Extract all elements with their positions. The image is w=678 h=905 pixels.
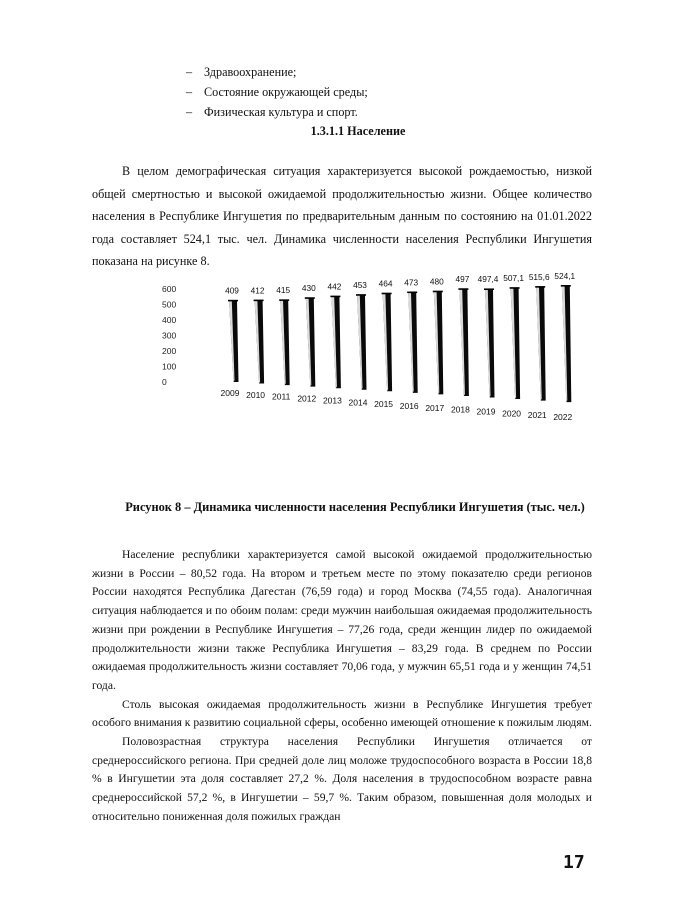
- data-label: 524,1: [554, 270, 576, 281]
- x-tick-label: 2016: [399, 400, 419, 411]
- x-tick-label: 2015: [374, 399, 394, 410]
- x-tick-label: 2013: [322, 395, 342, 406]
- intro-paragraph: В целом демографическая ситуация характеризуется высокой рождаемостью, низкой общей смертностью и высокой ожидаемой продолжительностью жизни. Общее количество населения в Республике Ингушетия по предварительным данным по состоянию на 01.01.2022 года составляет 524,1 тыс. чел. Динамика численности населения Республики Ингушетия показана на рисунке 8.: [92, 164, 592, 268]
- data-label: 480: [429, 276, 444, 287]
- y-tick-label: 0: [162, 377, 167, 387]
- paragraph-social-sphere: Столь высокая ожидаемая продолжительность жизни в Республике Ингушетия требует особого внимания к развитию социальной сферы, особенно имеющей отношение к пожилым людям.: [92, 697, 592, 730]
- bullet-list: [186, 62, 368, 122]
- x-tick-label: 2020: [502, 408, 522, 419]
- y-tick-label: 400: [162, 315, 177, 325]
- list-item: – Здравоохранение;: [186, 65, 297, 79]
- population-bar-chart: [160, 270, 600, 446]
- data-label: 515,6: [528, 271, 550, 282]
- x-tick-label: 2022: [553, 412, 573, 423]
- figure-caption: Рисунок 8 – Динамика численности населения Республики Ингушетия (тыс. чел.): [125, 500, 585, 514]
- y-tick-label: 300: [162, 330, 177, 341]
- x-tick-label: 2012: [297, 393, 317, 404]
- data-label: 409: [225, 285, 239, 296]
- y-tick-label: 100: [162, 361, 177, 372]
- list-item: – Состояние окружающей среды;: [186, 85, 368, 99]
- data-label: 453: [353, 279, 367, 290]
- x-tick-label: 2017: [425, 402, 445, 413]
- data-label: 497: [455, 274, 470, 285]
- x-tick-label: 2014: [348, 397, 368, 408]
- x-tick-label: 2019: [476, 406, 496, 417]
- y-tick-label: 200: [162, 346, 177, 356]
- data-label: 412: [250, 285, 265, 296]
- data-label: 497,4: [477, 274, 499, 285]
- data-label: 415: [276, 285, 291, 296]
- paragraph-life-expectancy: Население республики характеризуется самой высокой ожидаемой продолжительностью жизни в России – 80,52 года. На втором и третьем месте по этому показателю среди регионов России находятся Республика Дагестан (76,59 года) и город Москва (74,55 года). Аналогичная ситуация наблюдается и по обоим полам: среди мужчин наибольшая ожидаемая продолжительность жизни при рождении в Республике Ингушетия – 77,26 года, среди женщин лидер по ожидаемой продолжительности жизни также Республика Ингушетия – 83,29 года. В среднем по России ожидаемая продолжительность жизни составляет 70,06 года, у мужчин 65,51 года и у женщин 74,51 года.: [92, 548, 592, 692]
- x-tick-label: 2021: [527, 410, 547, 421]
- data-label: 507,1: [503, 272, 524, 283]
- x-tick-label: 2011: [272, 391, 291, 402]
- y-tick-label: 600: [162, 284, 177, 294]
- data-label: 430: [301, 283, 316, 294]
- x-tick-label: 2018: [450, 404, 470, 415]
- x-tick-label: 2010: [246, 389, 266, 400]
- y-tick-label: 500: [162, 299, 177, 310]
- data-label: 473: [404, 277, 419, 288]
- section-heading: 1.3.1.1 Население: [310, 124, 406, 138]
- data-label: 442: [327, 281, 342, 292]
- data-label: 464: [378, 278, 393, 289]
- list-item: – Физическая культура и спорт.: [186, 105, 358, 119]
- x-tick-label: 2009: [220, 388, 240, 398]
- paragraph-age-structure: Половозрастная структура населения Республики Ингушетия отличается от среднероссийского региона. При средней доле лиц моложе трудоспособного возраста в России 18,8 % в Ингушетии эта доля составляет 27,2 %. Доля населения в трудоспособном возрасте равна среднероссийской 57,2 %, в Ингушетии – 59,7 %. Таким образом, повышенная доля молодых и относительно пониженная доля пожилых граждан: [92, 735, 592, 823]
- page-number: 17: [563, 852, 585, 873]
- body-text: [92, 546, 592, 827]
